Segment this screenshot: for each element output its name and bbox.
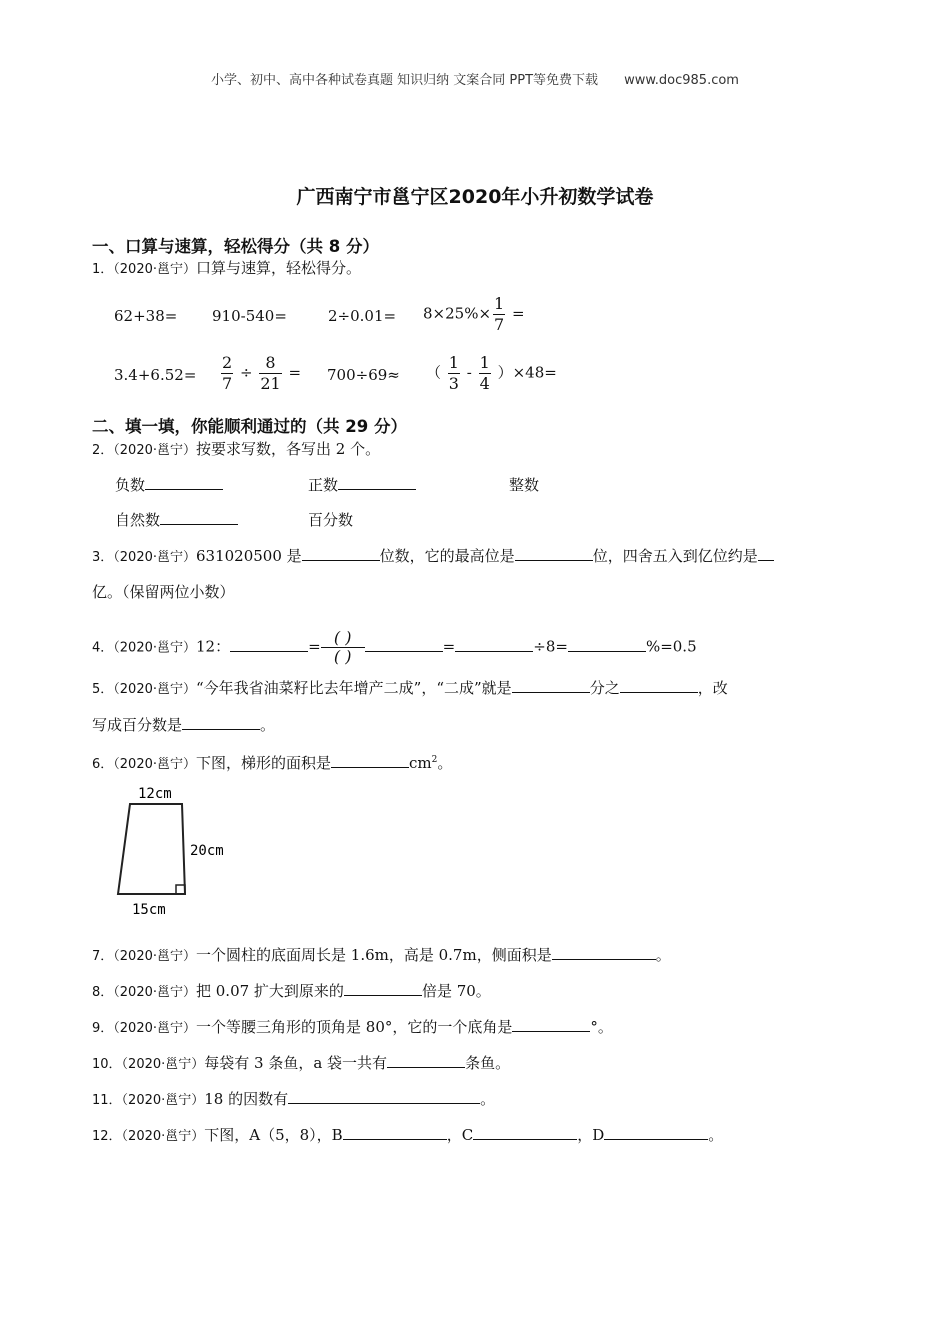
open-paren: （ [426, 363, 442, 382]
q1-expr-1: 62+38= [114, 307, 178, 325]
trapezoid-figure [108, 780, 248, 920]
q3-blank-3[interactable] [758, 546, 774, 561]
q5-blank-1[interactable] [512, 678, 590, 693]
numerator: 2 [222, 353, 233, 372]
q2-percent [308, 510, 353, 530]
numerator: 8 [259, 353, 281, 374]
section-1-heading: 一、口算与速算，轻松得分（共 8 分） [92, 237, 379, 256]
q3-text-c: 位，四舍五入到亿位约是 [592, 547, 758, 565]
q2-label-integer: 整数 [509, 476, 540, 494]
q12-blank-d[interactable] [604, 1125, 708, 1140]
q7-end: 。 [655, 946, 671, 964]
q7-number: 7． [92, 949, 114, 964]
q4-text-c: ÷8= [533, 637, 568, 656]
page-header [0, 69, 950, 88]
q4-denominator-blank[interactable]: ( ) [333, 647, 352, 666]
trapezoid-bottom-label: 15cm [132, 902, 166, 918]
q11-text-a: 18 的因数有 [204, 1090, 289, 1108]
q6-number: 6． [92, 757, 114, 772]
q8-number: 8． [92, 985, 114, 1000]
q4-fraction-blank[interactable] [321, 629, 365, 666]
q2-number: 2． [92, 443, 114, 458]
q7-source: （2020·邕宁） [113, 949, 196, 964]
q12-blank-b[interactable] [343, 1125, 447, 1140]
q12-number: 12． [92, 1129, 122, 1144]
q2-integer [509, 475, 539, 495]
q5-blank-3[interactable] [182, 715, 260, 730]
q1-expr-5: 3.4+6.52= [114, 366, 197, 384]
question-3 [92, 546, 774, 568]
question-10 [92, 1053, 510, 1075]
q7-text-a: 一个圆柱的底面周长是 1.6m，高是 0.7m，侧面积是 [196, 946, 552, 964]
q5-text-a: “今年我省油菜籽比去年增产二成”，“二成”就是 [196, 679, 512, 697]
q10-number: 10． [92, 1057, 122, 1072]
q11-blank[interactable] [288, 1089, 480, 1104]
q6-text-a: 下图，梯形的面积是 [196, 754, 332, 772]
numerator: 1 [448, 353, 459, 372]
q4-number: 4． [92, 640, 114, 656]
right-angle-mark [176, 885, 185, 894]
q3-blank-1[interactable] [302, 546, 380, 561]
q12-text-c: ，D [577, 1126, 605, 1144]
q8-text-b: 倍是 70。 [421, 982, 491, 1000]
header-text: 小学、初中、高中各种试卷真题 知识归纳 文案合同 PPT等免费下载 [211, 73, 599, 88]
q2-natural [115, 510, 238, 530]
q2-blank-positive[interactable] [338, 475, 416, 490]
question-2 [92, 439, 380, 461]
denominator: 7 [494, 315, 505, 334]
fraction-2-7 [221, 353, 233, 394]
q2-label-positive: 正数 [308, 476, 339, 494]
q5-text-d: 写成百分数是 [92, 716, 183, 734]
divide-sign: ÷ [239, 363, 253, 382]
q1-expr-6 [219, 353, 301, 394]
q5-text-c: ，改 [697, 679, 728, 697]
q10-blank[interactable] [387, 1053, 465, 1068]
q2-blank-natural[interactable] [160, 510, 238, 525]
q2-source: （2020·邕宁） [113, 443, 196, 458]
question-4 [92, 629, 697, 666]
numerator: 1 [479, 353, 490, 372]
fraction-8-21 [259, 353, 281, 394]
fraction-1-7 [493, 294, 505, 335]
section-2-heading: 二、填一填，你能顺利通过的（共 29 分） [92, 417, 407, 436]
q9-number: 9． [92, 1021, 114, 1036]
q6-unit: cm [409, 754, 432, 772]
q11-source: （2020·邕宁） [121, 1093, 205, 1108]
q4-source: （2020·邕宁） [113, 640, 196, 656]
question-9 [92, 1017, 613, 1039]
q5-line-2 [92, 715, 275, 735]
q4-blank-3[interactable] [455, 637, 533, 652]
question-7 [92, 945, 671, 967]
q4-equals-2: = [442, 637, 456, 656]
numerator: 1 [494, 294, 505, 313]
q4-blank-2[interactable] [365, 637, 443, 652]
header-site-link[interactable]: www.doc985.com [624, 73, 739, 88]
q5-source: （2020·邕宁） [113, 682, 196, 697]
q6-source: （2020·邕宁） [113, 757, 196, 772]
q6-end: 。 [437, 754, 453, 772]
q12-source: （2020·邕宁） [121, 1129, 205, 1144]
question-8 [92, 981, 491, 1003]
q2-negative [115, 475, 223, 495]
trapezoid-top-label: 12cm [138, 786, 172, 802]
q4-blank-1[interactable] [230, 637, 308, 652]
q10-text-b: 条鱼。 [465, 1054, 511, 1072]
trapezoid-height-label: 20cm [190, 843, 224, 859]
q1-source: （2020·邕宁） [113, 262, 196, 277]
q1-expr-2: 910-540= [212, 307, 287, 325]
q1-expr-4 [423, 294, 525, 335]
q4-equals: = [308, 637, 321, 656]
q12-text-b: ，C [446, 1126, 474, 1144]
question-1 [92, 258, 361, 280]
q2-positive [308, 475, 416, 495]
q11-number: 11． [92, 1093, 122, 1108]
trapezoid-shape [118, 804, 185, 894]
q11-end: 。 [480, 1090, 496, 1108]
q8-source: （2020·邕宁） [113, 985, 196, 1000]
question-11 [92, 1089, 495, 1111]
page-title: 广西南宁市邕宁区2020年小升初数学试卷 [296, 186, 654, 208]
minus-sign: - [466, 363, 472, 382]
q12-end: 。 [708, 1126, 724, 1144]
q1-expr-4-text: 8×25%× [423, 304, 492, 323]
q10-text-a: 每袋有 3 条鱼，a 袋一共有 [204, 1054, 388, 1072]
fraction-1-3 [448, 353, 460, 394]
q3-blank-2[interactable] [515, 546, 593, 561]
q5-text-b: 分之 [589, 679, 620, 697]
q9-text-b: °。 [590, 1018, 613, 1036]
q7-blank[interactable] [552, 945, 656, 960]
fraction-1-4 [479, 353, 491, 394]
q1-expr-3: 2÷0.01= [328, 307, 397, 325]
q9-blank[interactable] [512, 1017, 590, 1032]
q2-label-negative: 负数 [115, 476, 146, 494]
equals: = [288, 363, 302, 382]
denominator: 7 [222, 374, 233, 393]
q1-number: 1． [92, 262, 114, 277]
q2-text: 按要求写数，各写出 2 个。 [196, 440, 381, 458]
denominator: 21 [260, 374, 281, 393]
q10-source: （2020·邕宁） [121, 1057, 205, 1072]
q4-text-a: 12： [196, 637, 231, 656]
q1-expr-7: 700÷69≈ [327, 366, 400, 384]
q3-text-b: 位数，它的最高位是 [379, 547, 515, 565]
q12-blank-c[interactable] [473, 1125, 577, 1140]
q4-numerator-blank[interactable]: ( ) [321, 629, 365, 648]
q2-blank-negative[interactable] [145, 475, 223, 490]
equals: = [512, 304, 525, 323]
q4-text-d: %=0.5 [645, 637, 697, 656]
denominator: 4 [479, 374, 490, 393]
q3-number: 3． [92, 550, 114, 565]
q1-expr-8 [426, 353, 557, 394]
q9-text-a: 一个等腰三角形的顶角是 80°，它的一个底角是 [196, 1018, 513, 1036]
q3-source: （2020·邕宁） [113, 550, 196, 565]
q3-line-2: 亿。（保留两位小数） [92, 583, 235, 601]
q5-text-e: 。 [260, 716, 276, 734]
q1-text: 口算与速算，轻松得分。 [196, 259, 362, 277]
denominator: 3 [448, 374, 459, 393]
q12-text-a: 下图，A（5，8），B [204, 1126, 343, 1144]
close-paren-times: ）×48= [497, 363, 557, 382]
q2-label-percent: 百分数 [308, 511, 354, 529]
q6-unit-exponent: 2 [431, 755, 438, 765]
q3-text-a: 631020500 是 [196, 547, 302, 565]
question-5 [92, 678, 728, 700]
q5-number: 5． [92, 682, 114, 697]
q8-text-a: 把 0.07 扩大到原来的 [196, 982, 344, 1000]
question-6 [92, 750, 452, 775]
q8-blank[interactable] [344, 981, 422, 996]
q6-blank[interactable] [331, 753, 409, 768]
question-12 [92, 1125, 723, 1147]
q9-source: （2020·邕宁） [113, 1021, 196, 1036]
q5-blank-2[interactable] [620, 678, 698, 693]
q4-blank-4[interactable] [568, 637, 646, 652]
q2-label-natural: 自然数 [115, 511, 161, 529]
